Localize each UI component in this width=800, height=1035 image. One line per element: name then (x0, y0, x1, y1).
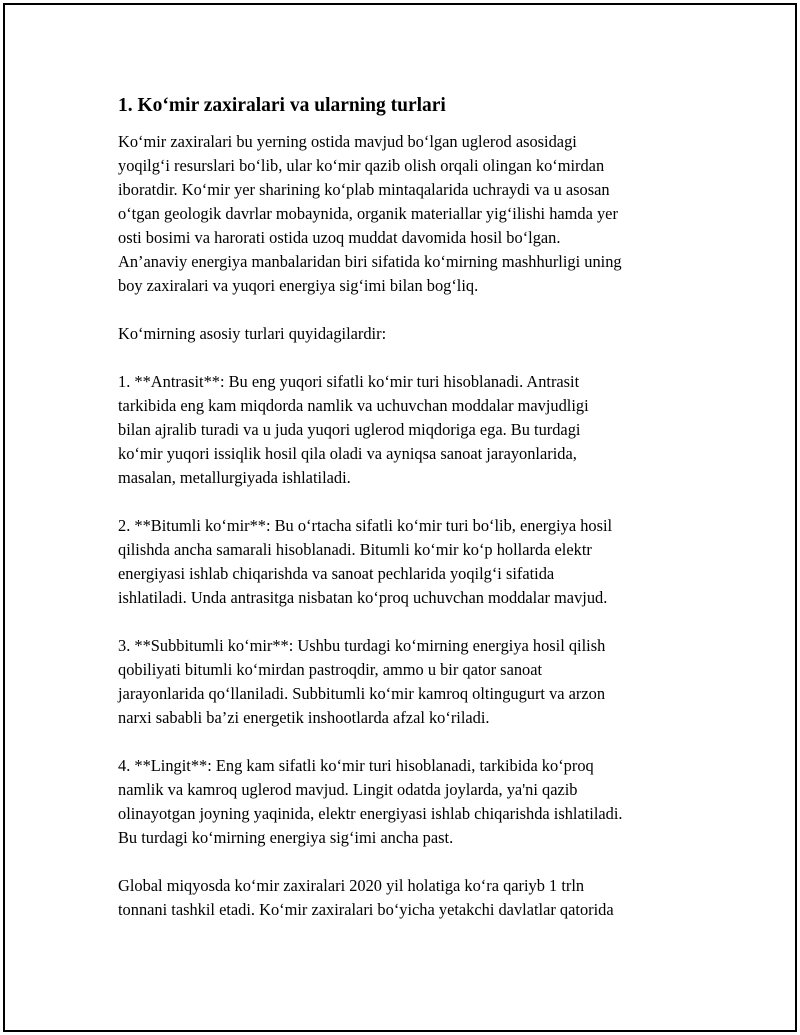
text-line: Global miqyosda ko‘mir zaxiralari 2020 yil holatiga ko‘ra qariyb 1 trln (118, 876, 585, 895)
text-line: jarayonlarida qo‘llaniladi. Subbitumli ko‘mir kamroq oltingugurt va arzon (118, 684, 606, 703)
text-line: 1. **Antrasit**: Bu eng yuqori sifatli ko‘mir turi hisoblanadi. Antrasit (118, 372, 580, 391)
text-line: qobiliyati bitumli ko‘mirdan pastroqdir, ammo u bir qator sanoat (118, 660, 543, 679)
lignite-paragraph (118, 754, 698, 850)
text-line: energiyasi ishlab chiqarishda va sanoat pechlarida yoqilg‘i sifatida (118, 564, 555, 583)
text-line: masalan, metallurgiyada ishlatiladi. (118, 468, 351, 487)
text-line: tonnani tashkil etadi. Ko‘mir zaxiralari bo‘yicha yetakchi davlatlar qatorida (118, 900, 614, 919)
text-line: ko‘mir yuqori issiqlik hosil qila oladi va ayniqsa sanoat jarayonlarida, (118, 444, 577, 463)
bituminous-paragraph (118, 514, 698, 610)
types-intro-paragraph (118, 322, 698, 346)
text-line: tarkibida eng kam miqdorda namlik va uchuvchan moddalar mavjudligi (118, 396, 589, 415)
text-line: iboratdir. Ko‘mir yer sharining ko‘plab mintaqalarida uchraydi va u asosan (118, 180, 610, 199)
anthracite-paragraph (118, 370, 698, 490)
text-line: Bu turdagi ko‘mirning energiya sig‘imi ancha past. (118, 828, 454, 847)
text-line: Ko‘mirning asosiy turlari quyidagilardir: (118, 324, 387, 343)
text-line: ishlatiladi. Unda antrasitga nisbatan ko‘proq uchuvchan moddalar mavjud. (118, 588, 608, 607)
subbituminous-paragraph (118, 634, 698, 730)
text-line: qilishda ancha samarali hisoblanadi. Bitumli ko‘mir ko‘p hollarda elektr (118, 540, 592, 559)
section-heading: 1. Ko‘mir zaxiralari va ularning turlari (118, 95, 446, 116)
text-line: Ko‘mir zaxiralari bu yerning ostida mavjud bo‘lgan uglerod asosidagi (118, 132, 577, 151)
text-line: namlik va kamroq uglerod mavjud. Lingit odatda joylarda, ya'ni qazib (118, 780, 578, 799)
document-body (118, 92, 698, 946)
text-line: boy zaxiralari va yuqori energiya sig‘imi bilan bog‘liq. (118, 276, 479, 295)
text-line: An’anaviy energiya manbalaridan biri sifatida ko‘mirning mashhurligi uning (118, 252, 622, 271)
text-line: yoqilg‘i resurslari bo‘lib, ular ko‘mir qazib olish orqali olingan ko‘mirdan (118, 156, 605, 175)
text-line: osti bosimi va harorati ostida uzoq muddat davomida hosil bo‘lgan. (118, 228, 561, 247)
text-line: 4. **Lingit**: Eng kam sifatli ko‘mir turi hisoblanadi, tarkibida ko‘proq (118, 756, 594, 775)
text-line: bilan ajralib turadi va u juda yuqori uglerod miqdoriga ega. Bu turdagi (118, 420, 581, 439)
text-line: olinayotgan joyning yaqinida, elektr energiyasi ishlab chiqarishda ishlatiladi. (118, 804, 623, 823)
text-line: 2. **Bitumli ko‘mir**: Bu o‘rtacha sifatli ko‘mir turi bo‘lib, energiya hosil (118, 516, 613, 535)
global-reserves-paragraph (118, 874, 698, 922)
text-line: 3. **Subbitumli ko‘mir**: Ushbu turdagi ko‘mirning energiya hosil qilish (118, 636, 606, 655)
intro-paragraph (118, 130, 698, 298)
text-line: o‘tgan geologik davrlar mobaynida, organik materiallar yig‘ilishi hamda yer (118, 204, 618, 223)
text-line: narxi sababli ba’zi energetik inshootlarda afzal ko‘riladi. (118, 708, 490, 727)
